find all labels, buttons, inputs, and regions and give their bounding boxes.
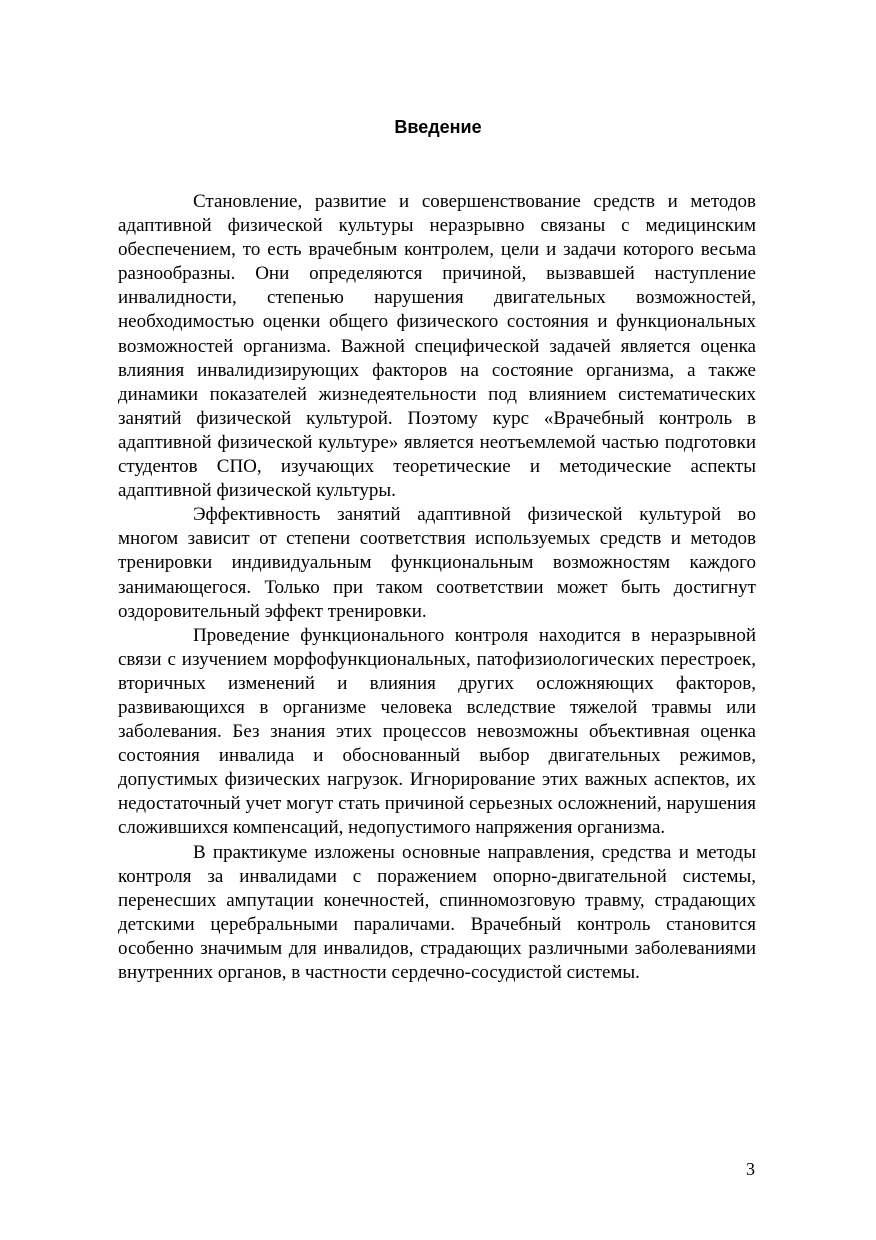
body-text (118, 190, 756, 985)
page-title: Введение (394, 117, 482, 137)
paragraph-2: Эффективность занятий адаптивной физической культурой во многом зависит от степени соответствия используемых средств и методов тренировки индивидуальным функциональным возможностям каждого занимающегося. Только при таком соответствии может быть достигнут оздоровительный эффект тренировки. (118, 504, 756, 622)
paragraph-3: Проведение функционального контроля находится в неразрывной связи с изучением морфофункциональных, патофизиологических перестроек, вторичных изменений и влияния других осложняющих факторов, развивающихся в организме человека вследствие тяжелой травмы или заболевания. Без знания этих процессов невозможны объективная оценка состояния инвалида и обоснованный выбор двигательных режимов, допустимых физических нагрузок. Игнорирование этих важных аспектов, их недостаточный учет могут стать причиной серьезных осложнений, нарушения сложившихся компенсаций, недопустимого напряжения организма. (118, 624, 756, 839)
paragraph-4: В практикуме изложены основные направления, средства и методы контроля за инвалидами с поражением опорно-двигательной системы, перенесших ампутации конечностей, спинномозговую травму, страдающих детскими церебральными параличами. Врачебный контроль становится особенно значимым для инвалидов, страдающих различными заболеваниями внутренних органов, в частности сердечно-сосудистой системы. (118, 841, 756, 983)
paragraph-1: Становление, развитие и совершенствование средств и методов адаптивной физической культуры неразрывно связаны с медицинским обеспечением, то есть врачебным контролем, цели и задачи которого весьма разнообразны. Они определяются причиной, вызвавшей наступление инвалидности, степенью нарушения двигательных возможностей, необходимостью оценки общего физического состояния и функциональных возможностей организма. Важной специфической задачей является оценка влияния инвалидизирующих факторов на состояние организма, а также динамики показателей жизнедеятельности под влиянием систематических занятий физической культурой. Поэтому курс «Врачебный контроль в адаптивной физической культуре» является неотъемлемой частью подготовки студентов СПО, изучающих теоретические и методические аспекты адаптивной физической культуры. (118, 191, 756, 502)
page-number: 3 (746, 1159, 755, 1179)
